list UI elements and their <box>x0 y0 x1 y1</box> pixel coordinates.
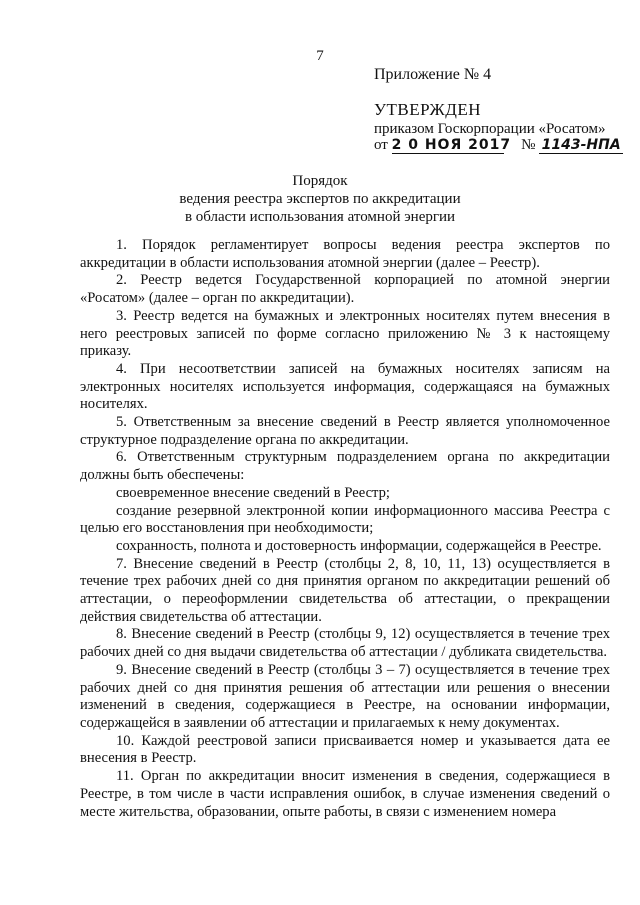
paragraph: 9. Внесение сведений в Реестр (столбцы 3 – 7) осуществляется в течение трех рабочих дней со дня принятия решения об аттестации или решения о внесении изменений в сведения, содержащиеся в Реестре, на основании информации, содержащейся в заявлении об аттестации и прилагаемых к нему документах. <box>80 661 610 731</box>
date-prefix: от <box>374 137 388 153</box>
approved-label: УТВЕРЖДЕН <box>374 100 481 119</box>
paragraph: 8. Внесение сведений в Реестр (столбцы 9, 12) осуществляется в течение трех рабочих дней со дня выдачи свидетельства об аттестации / дубликата свидетельства. <box>80 626 610 661</box>
paragraph: 1. Порядок регламентирует вопросы ведения реестра экспертов по аккредитации в области использования атомной энергии (далее – Реестр). <box>80 237 610 271</box>
paragraph: 7. Внесение сведений в Реестр (столбцы 2, 8, 10, 11, 13) осуществляется в течение трех рабочих дней со дня принятия органом по аккредитации решений об аттестации, о переоформлении свидетельства об аттестации, о прекращении действия свидетельства об аттестации. <box>80 555 610 625</box>
paragraph: сохранность, полнота и достоверность информации, содержащейся в Реестре. <box>116 537 602 554</box>
paragraph: своевременное внесение сведений в Реестр; <box>116 484 390 501</box>
title-line: в области использования атомной энергии <box>184 209 456 225</box>
page-number: 7 <box>316 48 324 64</box>
title-line: Порядок <box>292 173 348 189</box>
date-number-line <box>374 137 623 154</box>
handwritten-date: 2 0 НОЯ 2017 <box>391 137 512 153</box>
handwritten-order-number: 1143-НПА <box>539 137 623 154</box>
document-title <box>0 172 640 226</box>
number-prefix: № <box>521 137 536 153</box>
paragraph: 10. Каждой реестровой записи присваивается номер и указывается дата ее внесения в Реестр. <box>80 732 610 767</box>
appendix-label: Приложение № 4 <box>374 66 492 83</box>
title-line: ведения реестра экспертов по аккредитации <box>179 191 461 207</box>
paragraph: 5. Ответственным за внесение сведений в Реестр является уполномоченное структурное подразделение органа по аккредитации. <box>80 414 610 448</box>
document-body <box>80 237 610 821</box>
paragraph: 2. Реестр ведется Государственной корпорацией по атомной энергии «Росатом» (далее – орган по аккредитации). <box>80 272 610 307</box>
paragraph: 6. Ответственным структурным подразделением органа по аккредитации должны быть обеспечены: <box>80 449 610 484</box>
paragraph: 4. При несоответствии записей на бумажных носителях записям на электронных носителях используется информация, содержащаяся на бумажных носителях. <box>80 360 610 413</box>
order-line: приказом Госкорпорации «Росатом» <box>374 121 606 137</box>
paragraph: 11. Орган по аккредитации вносит изменения в сведения, содержащиеся в Реестре, в том числе в части исправления ошибок, в случае изменения сведений о месте жительства, образовании, опыте работы, в связи с изменением номера <box>80 768 610 820</box>
paragraph: создание резервной электронной копии информационного массива Реестра с целью его восстановления при необходимости; <box>80 502 610 537</box>
paragraph: 3. Реестр ведется на бумажных и электронных носителях путем внесения в него реестровых записей по форме согласно приложению № 3 к настоящему приказу. <box>80 307 610 360</box>
